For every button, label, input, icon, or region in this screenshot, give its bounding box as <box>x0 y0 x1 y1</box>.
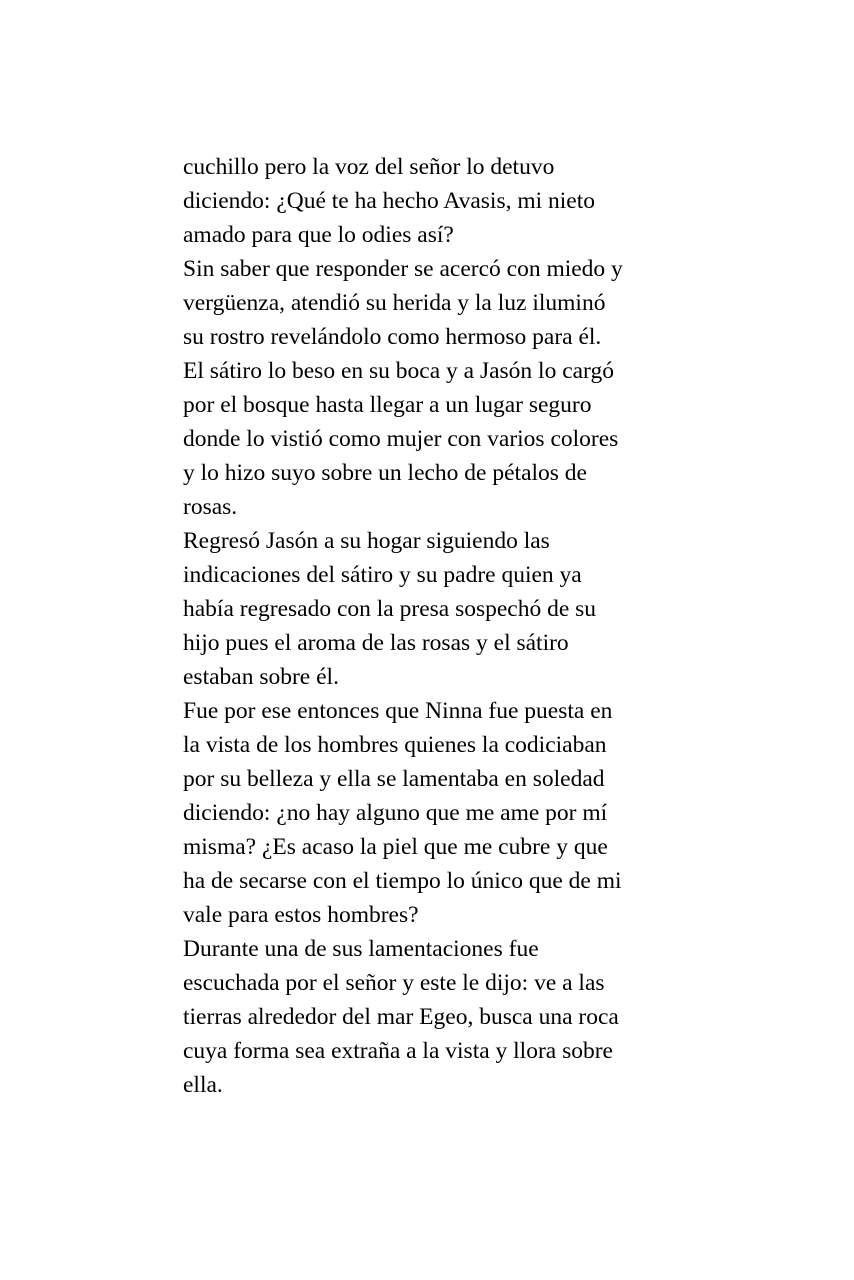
text-line: su rostro revelándolo como hermoso para él. <box>183 324 602 350</box>
text-line: hijo pues el aroma de las rosas y el sátiro <box>183 630 569 656</box>
text-line: diciendo: ¿Qué te ha hecho Avasis, mi nieto <box>183 188 596 214</box>
text-line: Durante una de sus lamentaciones fue <box>183 936 539 962</box>
text-line: vergüenza, atendió su herida y la luz iluminó <box>183 290 606 316</box>
text-line: El sátiro lo beso en su boca y a Jasón lo cargó <box>183 358 614 384</box>
text-line: por el bosque hasta llegar a un lugar seguro <box>183 392 592 418</box>
text-line: amado para que lo odies así? <box>183 222 454 248</box>
text-line: indicaciones del sátiro y su padre quien ya <box>183 562 582 588</box>
text-line: escuchada por el señor y este le dijo: ve a las <box>183 970 605 996</box>
text-line: Fue por ese entonces que Ninna fue puesta en <box>183 698 613 724</box>
text-line: cuya forma sea extraña a la vista y llora sobre <box>183 1038 613 1064</box>
text-line: estaban sobre él. <box>183 664 339 690</box>
body-text <box>183 150 683 1102</box>
text-line: Regresó Jasón a su hogar siguiendo las <box>183 528 550 554</box>
text-line: diciendo: ¿no hay alguno que me ame por mí <box>183 800 608 826</box>
text-line: misma? ¿Es acaso la piel que me cubre y que <box>183 834 608 860</box>
text-line: vale para estos hombres? <box>183 902 419 928</box>
text-line: Sin saber que responder se acercó con miedo y <box>183 256 623 282</box>
text-line: la vista de los hombres quienes la codiciaban <box>183 732 607 758</box>
text-line: había regresado con la presa sospechó de su <box>183 596 597 622</box>
text-line: donde lo vistió como mujer con varios colores <box>183 426 619 452</box>
text-line: por su belleza y ella se lamentaba en soledad <box>183 766 605 792</box>
text-line: rosas. <box>183 494 238 520</box>
text-line: tierras alrededor del mar Egeo, busca una roca <box>183 1004 619 1030</box>
text-line: y lo hizo suyo sobre un lecho de pétalos de <box>183 460 587 486</box>
text-line: ella. <box>183 1072 223 1098</box>
text-line: cuchillo pero la voz del señor lo detuvo <box>183 154 555 180</box>
text-line: ha de secarse con el tiempo lo único que de mi <box>183 868 622 894</box>
